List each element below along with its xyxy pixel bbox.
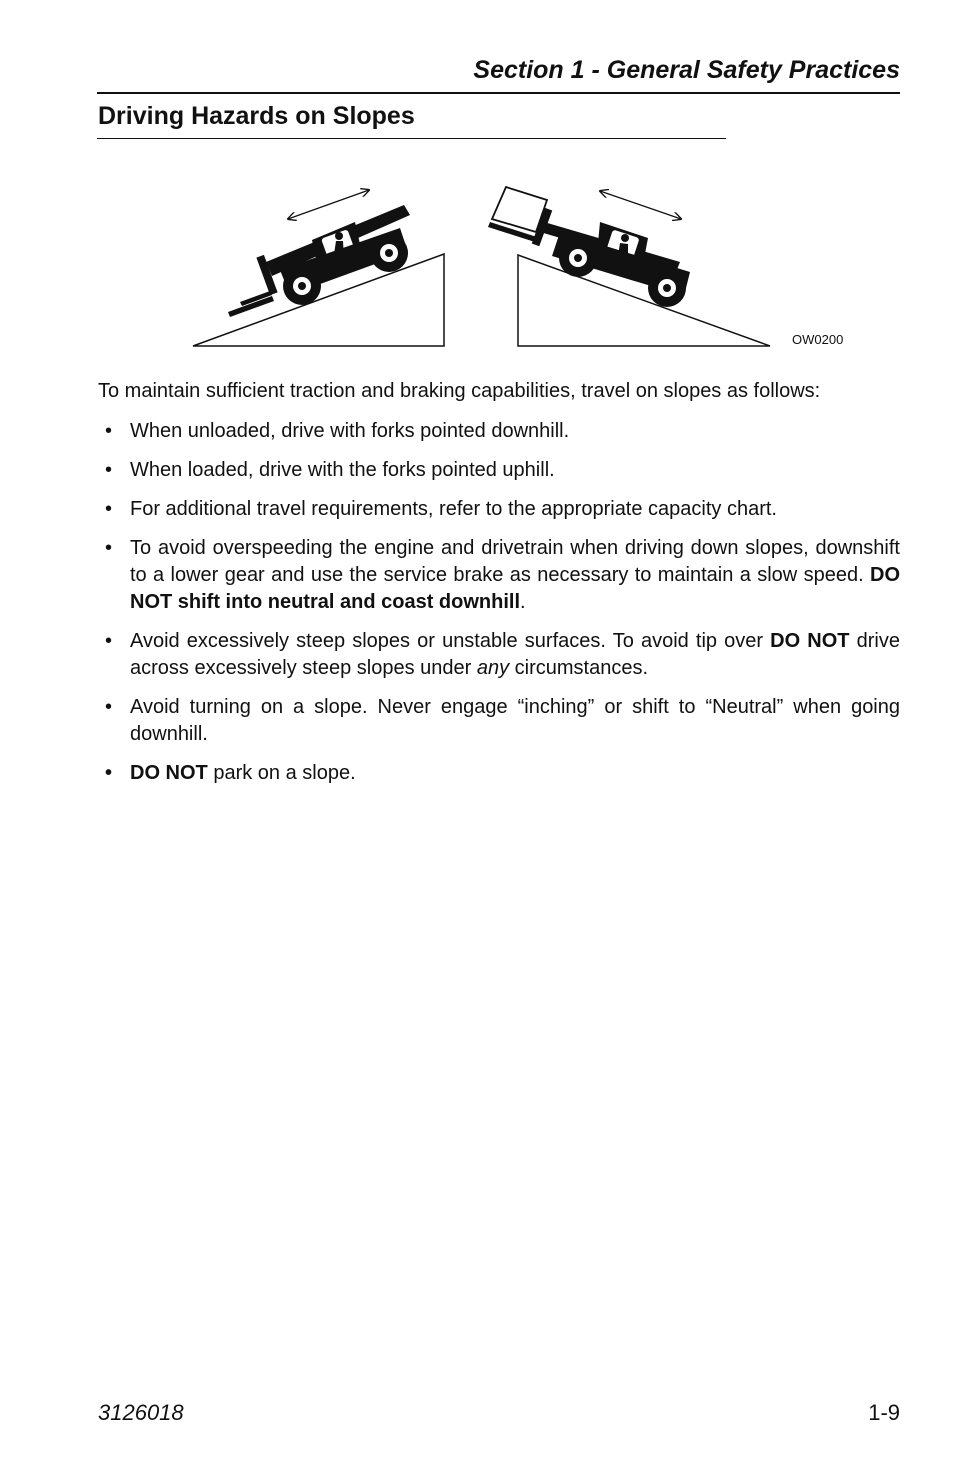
page-heading: Driving Hazards on Slopes xyxy=(98,102,415,130)
bullet-text: For additional travel requirements, refer to the appropriate capacity chart. xyxy=(130,498,777,520)
bullet-text: Avoid excessively steep slopes or unstable surfaces. To avoid tip over xyxy=(130,630,771,652)
list-item xyxy=(98,760,900,787)
emphasis-text: any xyxy=(476,657,510,679)
bullet-text-end: . xyxy=(520,591,526,613)
section-title: Section 1 - General Safety Practices xyxy=(473,56,900,84)
warning-text: DO NOT shift into neutral and coast downhill xyxy=(130,564,900,613)
warning-text: DO NOT xyxy=(770,630,850,652)
bullet-dot: • xyxy=(105,630,113,652)
bullet-text: To avoid overspeeding the engine and drivetrain when driving down slopes, downshift to a lower gear and use the service brake as necessary to maintain a slow speed. xyxy=(130,537,900,586)
list-item xyxy=(98,628,900,682)
bullet-dot: • xyxy=(105,696,113,718)
list-item xyxy=(98,535,900,616)
list-item xyxy=(98,457,900,484)
bullet-dot: • xyxy=(105,420,113,442)
list-item xyxy=(98,418,900,445)
list-item xyxy=(98,496,900,523)
list-item xyxy=(98,694,900,748)
bullet-text: When loaded, drive with the forks pointed uphill. xyxy=(130,459,555,481)
bullet-text: Avoid turning on a slope. Never engage “inching” or shift to “Neutral” when going downhill. xyxy=(130,696,900,745)
slope-illustration xyxy=(180,180,860,355)
bullet-text: park on a slope. xyxy=(207,762,356,784)
heading-rule xyxy=(97,138,726,139)
telehandler-loaded-forks-uphill-icon xyxy=(488,187,770,346)
bullet-list xyxy=(98,418,900,799)
bullet-text: drive across excessively steep slopes under xyxy=(130,630,900,679)
bullet-dot: • xyxy=(105,498,113,520)
header-rule xyxy=(97,92,900,94)
figure-code: OW0200 xyxy=(792,332,844,347)
document-number: 3126018 xyxy=(98,1400,184,1425)
bullet-dot: • xyxy=(105,459,113,481)
warning-text: DO NOT xyxy=(130,762,208,784)
telehandler-unloaded-forks-downhill-icon xyxy=(193,190,444,346)
intro-paragraph: To maintain sufficient traction and braking capabilities, travel on slopes as follows: xyxy=(98,380,821,402)
bullet-text: When unloaded, drive with forks pointed downhill. xyxy=(130,420,570,442)
bullet-dot: • xyxy=(105,537,113,559)
bullet-dot: • xyxy=(105,762,113,784)
page-number: 1-9 xyxy=(868,1400,900,1425)
bullet-text-end: circumstances. xyxy=(509,657,649,679)
